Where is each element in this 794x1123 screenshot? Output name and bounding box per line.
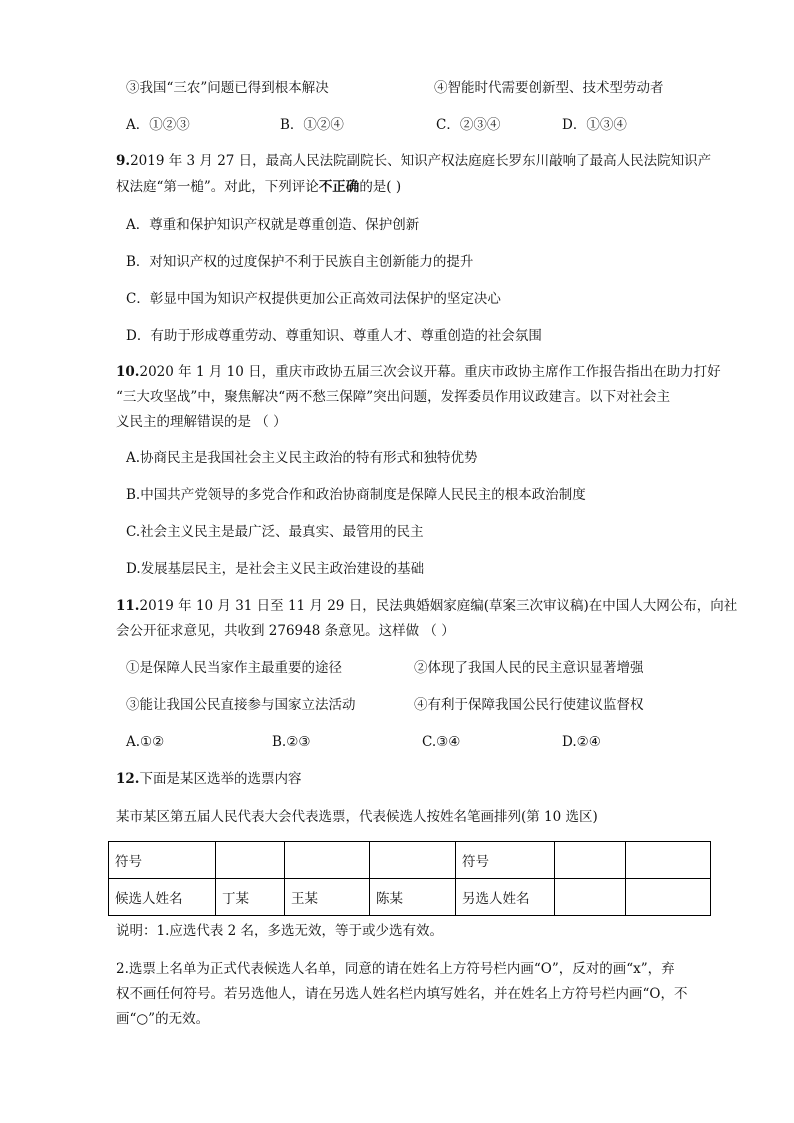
ballot-note-1: 说明：1.应选代表 2 名，多选无效，等于或少选有效。 bbox=[116, 923, 444, 939]
q11-choice-b: B.②③ bbox=[272, 734, 311, 750]
q11-choice-d: D.②④ bbox=[562, 734, 601, 750]
q10-option-d: D.发展基层民主，是社会主义民主政治建设的基础 bbox=[126, 561, 425, 577]
q11-item-4: ④有利于保障我国公民行使建议监督权 bbox=[414, 697, 644, 713]
q12-number: 12. bbox=[116, 771, 140, 787]
q11-choice-c: C.③④ bbox=[422, 734, 461, 750]
ballot-symbol-row bbox=[109, 842, 711, 879]
ballot-title: 某市某区第五届人民代表大会代表选票，代表候选人按姓名笔画排列(第 10 选区) bbox=[116, 809, 598, 825]
q9-option-a: A．尊重和保护知识产权就是尊重创造、保护创新 bbox=[126, 217, 420, 233]
q9-emphasis: 不正确 bbox=[318, 179, 360, 195]
q11-item-1: ①是保障人民当家作主最重要的途径 bbox=[126, 660, 342, 676]
q10-option-c: C.社会主义民主是最广泛、最真实、最管用的民主 bbox=[126, 524, 424, 540]
q9-number: 9. bbox=[116, 153, 131, 169]
q8-choice-b: B．①②④ bbox=[280, 117, 344, 133]
ballot-cell bbox=[285, 842, 370, 879]
ballot-cell: 王某 bbox=[285, 879, 370, 916]
ballot-cell bbox=[626, 879, 711, 916]
q11-stem-line2: 会公开征求意见，共收到 276948 条意见。这样做 （ ） bbox=[116, 623, 455, 639]
q8-choice-d: D．①③④ bbox=[562, 117, 627, 133]
q10-option-a: A.协商民主是我国社会主义民主政治的特有形式和独特优势 bbox=[126, 450, 478, 466]
ballot-name-row bbox=[109, 879, 711, 916]
ballot-cell: 符号 bbox=[109, 842, 216, 879]
q8-choice-a: A．①②③ bbox=[126, 117, 190, 133]
q12-stem: 12.下面是某区选举的选票内容 bbox=[116, 771, 302, 787]
q9-stem-line2: 权法庭“第一槌”。对此，下列评论不正确的是( ) bbox=[116, 179, 402, 195]
q11-choice-a: A.①② bbox=[126, 734, 165, 750]
ballot-cell: 符号 bbox=[456, 842, 555, 879]
q8-item-4: ④智能时代需要创新型、技术型劳动者 bbox=[434, 80, 664, 96]
q8-item-3: ③我国“三农”问题已得到根本解决 bbox=[126, 80, 329, 96]
q9-stem-line1: 9.2019 年 3 月 27 日，最高人民法院副院长、知识产权法庭庭长罗东川敲响了最高人民法院知识产 bbox=[116, 153, 712, 169]
q11-item-3: ③能让我国公民直接参与国家立法活动 bbox=[126, 697, 356, 713]
ballot-cell: 候选人姓名 bbox=[109, 879, 216, 916]
q9-option-b: B．对知识产权的过度保护不利于民族自主创新能力的提升 bbox=[126, 254, 474, 270]
q10-number: 10. bbox=[116, 364, 140, 380]
q10-stem-line1: 10.2020 年 1 月 10 日，重庆市政协五届三次会议开幕。重庆市政协主席作工作报告指出在助力打好 bbox=[116, 364, 721, 380]
ballot-cell: 丁某 bbox=[216, 879, 285, 916]
q11-stem-line1: 11.2019 年 10 月 31 日至 11 月 29 日，民法典婚姻家庭编(草案三次审议稿)在中国人大网公布，向社 bbox=[116, 598, 738, 614]
ballot-cell: 另选人姓名 bbox=[456, 879, 555, 916]
q9-option-c: C．彰显中国为知识产权提供更加公正高效司法保护的坚定决心 bbox=[126, 291, 501, 307]
ballot-note-2-line3: 画“○”的无效。 bbox=[116, 1011, 210, 1027]
ballot-note-2-line1: 2.选票上名单为正式代表候选人名单，同意的请在姓名上方符号栏内画“O”，反对的画“x”，弃 bbox=[116, 961, 675, 977]
ballot-cell bbox=[626, 842, 711, 879]
ballot-table bbox=[108, 841, 711, 916]
q9-option-d: D．有助于形成尊重劳动、尊重知识、尊重人才、尊重创造的社会氛围 bbox=[126, 328, 542, 344]
ballot-note-2-line2: 权不画任何符号。若另选他人，请在另选人姓名栏内填写姓名，并在姓名上方符号栏内画“O，不 bbox=[116, 986, 688, 1002]
ballot-cell bbox=[555, 879, 626, 916]
q10-option-b: B.中国共产党领导的多党合作和政治协商制度是保障人民民主的根本政治制度 bbox=[126, 487, 586, 503]
q11-item-2: ②体现了我国人民的民主意识显著增强 bbox=[414, 660, 644, 676]
ballot-cell: 陈某 bbox=[370, 879, 456, 916]
ballot-cell bbox=[555, 842, 626, 879]
q10-stem-line3: 义民主的理解错误的是 （ ） bbox=[116, 414, 287, 430]
q8-choice-c: C．②③④ bbox=[436, 117, 501, 133]
ballot-cell bbox=[370, 842, 456, 879]
ballot-cell bbox=[216, 842, 285, 879]
q11-number: 11. bbox=[116, 598, 140, 614]
q10-stem-line2: “三大攻坚战”中，聚焦解决“两不愁三保障”突出问题，发挥委员作用议政建言。以下对社会主 bbox=[116, 389, 671, 405]
